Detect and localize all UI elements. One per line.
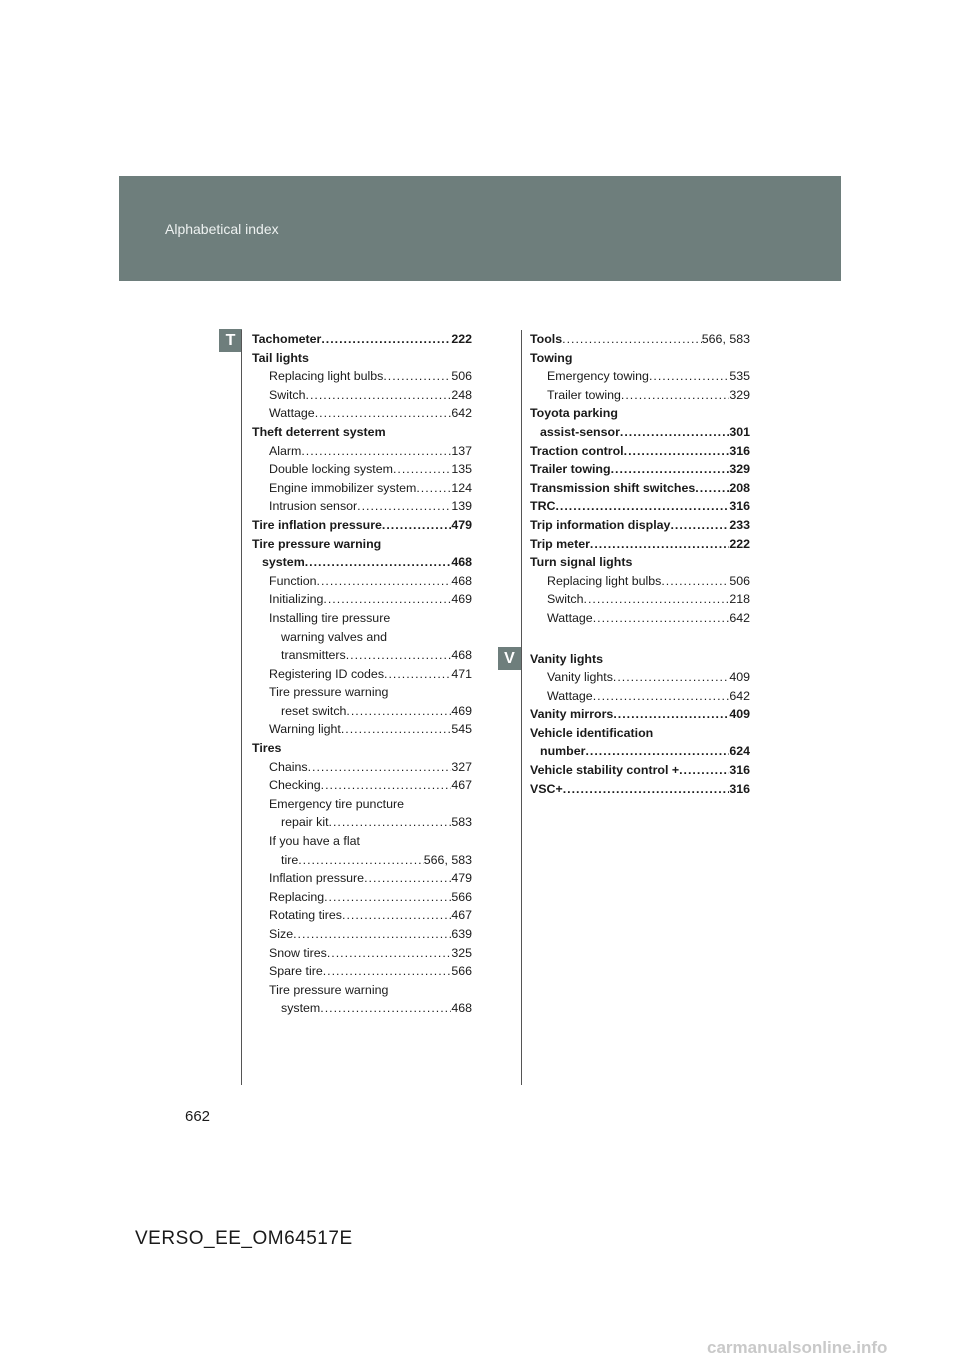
index-entry	[530, 553, 750, 572]
index-entry	[252, 330, 472, 349]
index-entry-text: Tools	[530, 332, 563, 346]
index-entry-text: Spare tire	[269, 964, 323, 979]
index-entry	[530, 609, 750, 628]
index-entry-page: 471	[451, 666, 472, 681]
index-entry-text: Emergency tire puncture	[269, 796, 404, 811]
index-entry-text: Vehicle identification	[530, 725, 654, 740]
index-entry-text: Initializing	[269, 592, 324, 607]
index-entry	[252, 999, 472, 1018]
index-entry	[252, 981, 472, 1000]
index-entry	[252, 404, 472, 423]
index-column-right	[530, 330, 750, 798]
index-entry	[252, 776, 472, 795]
leader-dots	[323, 590, 451, 609]
leader-dots	[661, 572, 729, 591]
index-entry-page: 325	[451, 945, 472, 960]
index-entry	[252, 665, 472, 684]
index-entry	[530, 535, 750, 554]
index-entry	[530, 590, 750, 609]
index-entry	[530, 761, 750, 780]
leader-dots	[346, 702, 451, 721]
leader-dots	[613, 705, 729, 724]
index-entry	[252, 386, 472, 405]
index-entry-text: VSC+	[530, 781, 563, 796]
index-entry-text: tire	[281, 852, 299, 867]
index-entry-text: Tachometer	[252, 332, 322, 346]
index-entry	[252, 888, 472, 907]
index-entry	[530, 460, 750, 479]
index-entry-page: 409	[729, 670, 750, 685]
index-entry-text: Tire pressure warning	[252, 536, 382, 551]
index-entry-text: Emergency towing	[547, 369, 649, 384]
index-entry-text: Snow tires	[269, 945, 327, 960]
index-group-v	[530, 650, 750, 799]
leader-dots	[393, 460, 451, 479]
index-entry-text: Wattage	[547, 610, 593, 625]
leader-dots	[341, 720, 451, 739]
section-letter-t: T	[219, 329, 242, 352]
index-entry-text: Double locking system	[269, 462, 393, 477]
index-entry	[530, 330, 750, 349]
index-entry-text: warning valves and	[281, 629, 388, 644]
index-entry-text: system	[281, 1001, 321, 1016]
index-entry-page: 566, 583	[423, 852, 472, 867]
index-entry	[252, 646, 472, 665]
leader-dots	[329, 813, 452, 832]
index-entry	[530, 650, 750, 669]
index-entry	[252, 832, 472, 851]
index-entry-text: Engine immobilizer system	[269, 480, 417, 495]
leader-dots	[315, 404, 452, 423]
index-entry	[252, 367, 472, 386]
index-entry-page: 222	[451, 332, 472, 346]
index-entry-page: 545	[451, 722, 472, 737]
index-entry-page: 479	[451, 871, 472, 886]
index-entry-text: Tire inflation pressure	[252, 517, 382, 532]
leader-dots	[679, 761, 729, 780]
leader-dots	[357, 497, 451, 516]
index-entry-text: Traction control	[530, 443, 624, 458]
index-entry-page: 642	[451, 406, 472, 421]
index-entry-text: repair kit	[281, 815, 329, 830]
index-entry-page: 316	[729, 781, 750, 796]
leader-dots	[670, 516, 729, 535]
index-entry-text: Wattage	[547, 688, 593, 703]
index-entry	[530, 742, 750, 761]
index-entry-page: 639	[451, 927, 472, 941]
leader-dots	[321, 330, 451, 349]
index-entry-page: 329	[729, 387, 750, 402]
index-entry-text: Vanity lights	[530, 651, 603, 666]
index-entry-page: 583	[451, 815, 472, 830]
index-entry-page: 208	[729, 480, 750, 495]
document-code: VERSO_EE_OM64517E	[135, 1228, 353, 1249]
index-entry-text: Theft deterrent system	[252, 424, 386, 439]
index-entry-text: Tire pressure warning	[269, 982, 389, 997]
header-band	[119, 176, 841, 281]
index-entry	[252, 553, 472, 572]
index-entry-page: 233	[729, 517, 750, 532]
index-entry-page: 316	[729, 763, 750, 778]
index-entry-page: 137	[451, 443, 472, 458]
index-entry-text: Chains	[269, 759, 308, 774]
index-entry	[530, 442, 750, 461]
index-entry-text: Vanity lights	[547, 670, 613, 685]
leader-dots	[584, 590, 730, 609]
leader-dots	[416, 479, 451, 498]
index-entry-text: Vanity mirrors	[530, 707, 614, 722]
index-entry-page: 409	[729, 707, 750, 722]
index-entry-text: Trailer towing	[547, 387, 621, 402]
index-entry-page: 566	[451, 964, 472, 979]
index-entry-text: number	[540, 744, 586, 759]
index-entry-page: 469	[451, 703, 472, 718]
leader-dots	[621, 386, 729, 405]
index-entry	[530, 367, 750, 386]
index-entry	[252, 739, 472, 758]
leader-dots	[555, 497, 729, 516]
leader-dots	[649, 367, 729, 386]
index-entry-text: Alarm	[269, 443, 302, 458]
index-entry	[252, 906, 472, 925]
index-entry-text: Checking	[269, 778, 321, 793]
index-entry-text: Wattage	[269, 406, 315, 421]
leader-dots	[301, 442, 451, 461]
index-entry-text: TRC	[530, 499, 556, 514]
leader-dots	[624, 442, 730, 461]
column-divider-left	[241, 330, 242, 1085]
index-entry-page: 248	[451, 387, 472, 402]
index-entry-page: 124	[451, 480, 472, 495]
index-entry-text: Warning light	[269, 722, 341, 737]
index-entry-page: 139	[451, 499, 472, 514]
index-entry-page: 468	[451, 573, 472, 588]
index-entry-text: Installing tire pressure	[269, 610, 391, 625]
index-entry	[252, 869, 472, 888]
index-entry-text: Tire pressure warning	[269, 685, 389, 700]
leader-dots	[593, 687, 730, 706]
index-entry-page: 316	[729, 499, 750, 514]
index-entry-text: Size	[269, 927, 294, 941]
leader-dots	[306, 386, 452, 405]
index-entry-text: Toyota parking	[530, 406, 618, 421]
index-entry	[530, 423, 750, 442]
index-column-left	[252, 330, 472, 1018]
leader-dots	[611, 460, 730, 479]
index-entry	[252, 795, 472, 814]
leader-dots	[384, 665, 451, 684]
index-entry	[252, 683, 472, 702]
index-entry	[530, 386, 750, 405]
leader-dots	[323, 962, 452, 981]
index-entry	[252, 442, 472, 461]
leader-dots	[620, 423, 729, 442]
index-entry-page: 642	[729, 610, 750, 625]
index-entry	[252, 423, 472, 442]
index-entry-page: 468	[451, 1001, 472, 1016]
index-entry	[252, 516, 472, 535]
index-entry	[530, 780, 750, 799]
index-entry-page: 316	[729, 443, 750, 458]
index-entry	[252, 590, 472, 609]
index-entry-page: 468	[451, 555, 472, 570]
index-entry-page: 329	[729, 462, 750, 477]
section-letter-v: V	[498, 647, 521, 670]
leader-dots	[342, 906, 451, 925]
index-entry-text: Intrusion sensor	[269, 499, 358, 514]
leader-dots	[383, 367, 451, 386]
index-entry-text: system	[262, 555, 305, 570]
index-entry-text: Trailer towing	[530, 462, 611, 477]
index-entry	[530, 497, 750, 516]
index-entry-text: Switch	[547, 592, 584, 607]
column-divider-right	[521, 330, 522, 1085]
leader-dots	[593, 609, 730, 628]
index-entry	[530, 572, 750, 591]
index-entry-text: Inflation pressure	[269, 871, 365, 886]
leader-dots	[695, 479, 729, 498]
index-entry	[252, 720, 472, 739]
index-entry	[252, 851, 472, 870]
index-entry-text: Function	[269, 573, 317, 588]
page-header-title: Alphabetical index	[165, 221, 279, 237]
leader-dots	[308, 758, 452, 777]
leader-dots	[585, 742, 729, 761]
index-entry-page: 218	[729, 592, 750, 607]
index-entry	[530, 349, 750, 368]
index-entry-page: 624	[729, 744, 750, 759]
index-entry-text: Tail lights	[252, 350, 309, 365]
index-entry	[252, 702, 472, 721]
leader-dots	[563, 780, 730, 799]
index-entry	[252, 944, 472, 963]
leader-dots	[293, 925, 451, 944]
index-entry-page: 135	[451, 462, 472, 477]
index-entry-page: 327	[451, 759, 472, 774]
leader-dots	[324, 888, 451, 907]
index-entry	[252, 460, 472, 479]
index-entry-page: 468	[451, 648, 472, 663]
index-entry-page: 506	[729, 573, 750, 588]
index-entry-page: 469	[451, 592, 472, 607]
index-entry	[530, 724, 750, 743]
leader-dots	[327, 944, 451, 963]
index-entry-text: If you have a flat	[269, 834, 360, 849]
index-entry	[252, 925, 472, 944]
leader-dots	[346, 646, 452, 665]
index-entry	[252, 758, 472, 777]
index-entry-text: Trip meter	[530, 536, 590, 551]
index-entry	[530, 516, 750, 535]
leader-dots	[298, 851, 424, 870]
index-entry-text: Turn signal lights	[530, 555, 633, 570]
index-entry	[530, 705, 750, 724]
section-gap	[530, 628, 750, 650]
leader-dots	[305, 553, 452, 572]
leader-dots	[562, 330, 702, 349]
index-entry-text: Transmission shift switches	[530, 480, 696, 495]
index-entry	[530, 668, 750, 687]
index-entry-text: Tires	[252, 741, 282, 756]
index-entry-page: 467	[451, 908, 472, 923]
index-entry	[252, 349, 472, 368]
index-entry-page: 506	[451, 369, 472, 384]
index-entry	[252, 609, 472, 628]
page-number: 662	[185, 1108, 211, 1125]
index-entry-text: Registering ID codes	[269, 666, 385, 681]
leader-dots	[364, 869, 451, 888]
index-entry	[252, 479, 472, 498]
watermark: carmanualsonline.info	[707, 1338, 888, 1357]
index-entry-page: 642	[729, 688, 750, 703]
index-entry-text: Replacing	[269, 889, 325, 904]
index-entry-text: reset switch	[281, 703, 347, 718]
leader-dots	[317, 572, 452, 591]
index-entry-text: Replacing light bulbs	[547, 573, 662, 588]
leader-dots	[382, 516, 451, 535]
index-entry	[252, 497, 472, 516]
leader-dots	[320, 999, 451, 1018]
index-entry-text: Replacing light bulbs	[269, 369, 384, 384]
index-entry-page: 467	[451, 778, 472, 793]
index-entry	[530, 687, 750, 706]
index-entry-page: 566	[451, 889, 472, 904]
index-entry	[252, 628, 472, 647]
index-entry-text: Rotating tires	[269, 908, 343, 923]
index-entry-page: 566, 583	[701, 332, 750, 346]
index-entry-text: Towing	[530, 350, 573, 365]
index-entry-text: Switch	[269, 387, 306, 402]
index-entry-text: Vehicle stability control +	[530, 763, 680, 778]
index-entry-text: Trip information display	[530, 517, 671, 532]
index-entry	[252, 572, 472, 591]
leader-dots	[321, 776, 452, 795]
leader-dots	[590, 535, 729, 554]
index-entry-text: transmitters	[281, 648, 346, 663]
index-entry-page: 535	[729, 369, 750, 384]
index-entry	[530, 404, 750, 423]
index-entry-page: 479	[451, 517, 472, 532]
index-entry	[252, 962, 472, 981]
index-entry-page: 301	[729, 424, 750, 439]
index-entry	[530, 479, 750, 498]
index-entry-text: assist-sensor	[540, 424, 620, 439]
leader-dots	[613, 668, 729, 687]
index-group-t	[530, 330, 750, 628]
index-entry	[252, 813, 472, 832]
index-entry	[252, 535, 472, 554]
index-entry-page: 222	[729, 536, 750, 551]
